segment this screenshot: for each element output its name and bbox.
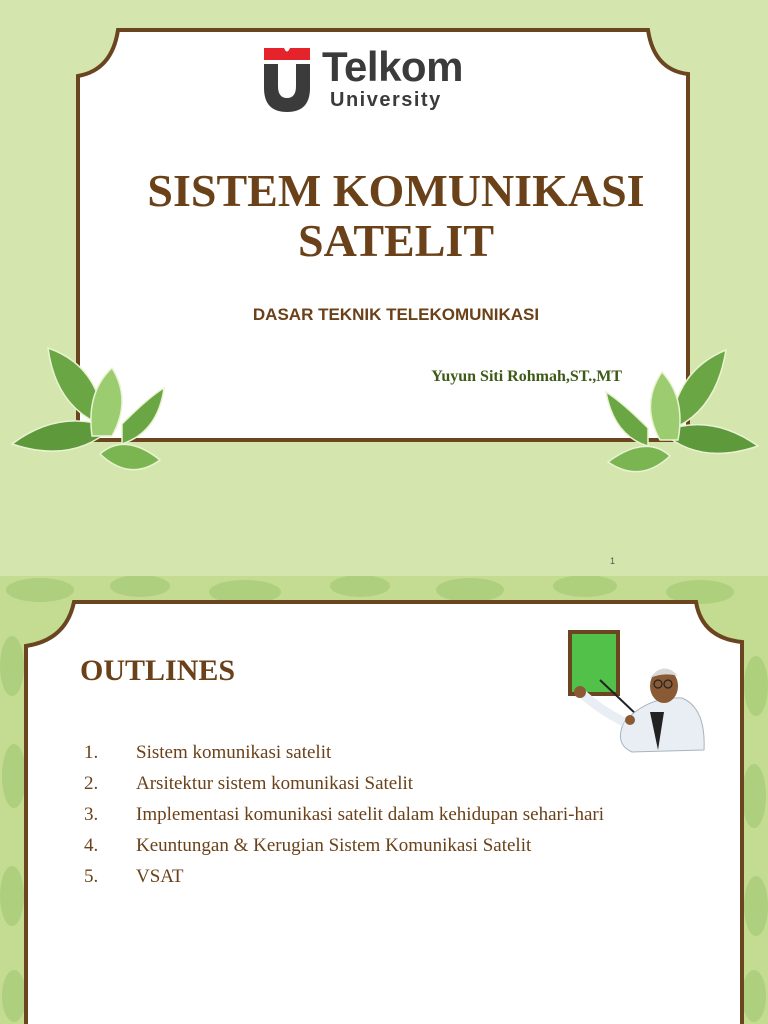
- list-item: [84, 742, 684, 763]
- outline-slide: [0, 576, 768, 1024]
- slide-subtitle: DASAR TEKNIK TELEKOMUNIKASI: [252, 305, 540, 324]
- title-line-1: SISTEM KOMUNIKASI: [147, 165, 645, 216]
- logo-brand-text: Telkom: [322, 43, 463, 90]
- list-item-text: Keuntungan & Kerugian Sistem Komunikasi Satelit: [136, 835, 532, 856]
- list-item-text: Sistem komunikasi satelit: [136, 742, 332, 763]
- outline-list: [84, 742, 684, 897]
- author-name: Yuyun Siti Rohmah,ST.,MT: [431, 368, 622, 385]
- list-item-text: VSAT: [136, 866, 184, 887]
- logo-sub-text: University: [330, 89, 442, 111]
- slide-title: [90, 166, 702, 266]
- presenter-clipart-icon: [560, 626, 710, 754]
- list-item: [84, 804, 684, 825]
- list-item-text: Arsitektur sistem komunikasi Satelit: [136, 773, 414, 794]
- leaf-cluster-right-icon: [600, 342, 768, 487]
- list-item: [84, 773, 684, 794]
- title-line-2: SATELIT: [297, 215, 495, 266]
- outline-title: OUTLINES: [80, 654, 236, 687]
- list-item-number: 1.: [84, 742, 99, 763]
- list-item: [84, 835, 684, 856]
- page-number: 1: [610, 556, 616, 566]
- list-item-number: 3.: [84, 804, 99, 825]
- list-item-number: 2.: [84, 773, 99, 794]
- telkom-logo-icon: [262, 46, 312, 114]
- list-item-number: 4.: [84, 835, 99, 856]
- list-item-text: Implementasi komunikasi satelit dalam kehidupan sehari-hari: [136, 804, 605, 825]
- list-item: [84, 866, 684, 887]
- leaf-cluster-left-icon: [0, 336, 175, 486]
- list-item-number: 5.: [84, 866, 99, 887]
